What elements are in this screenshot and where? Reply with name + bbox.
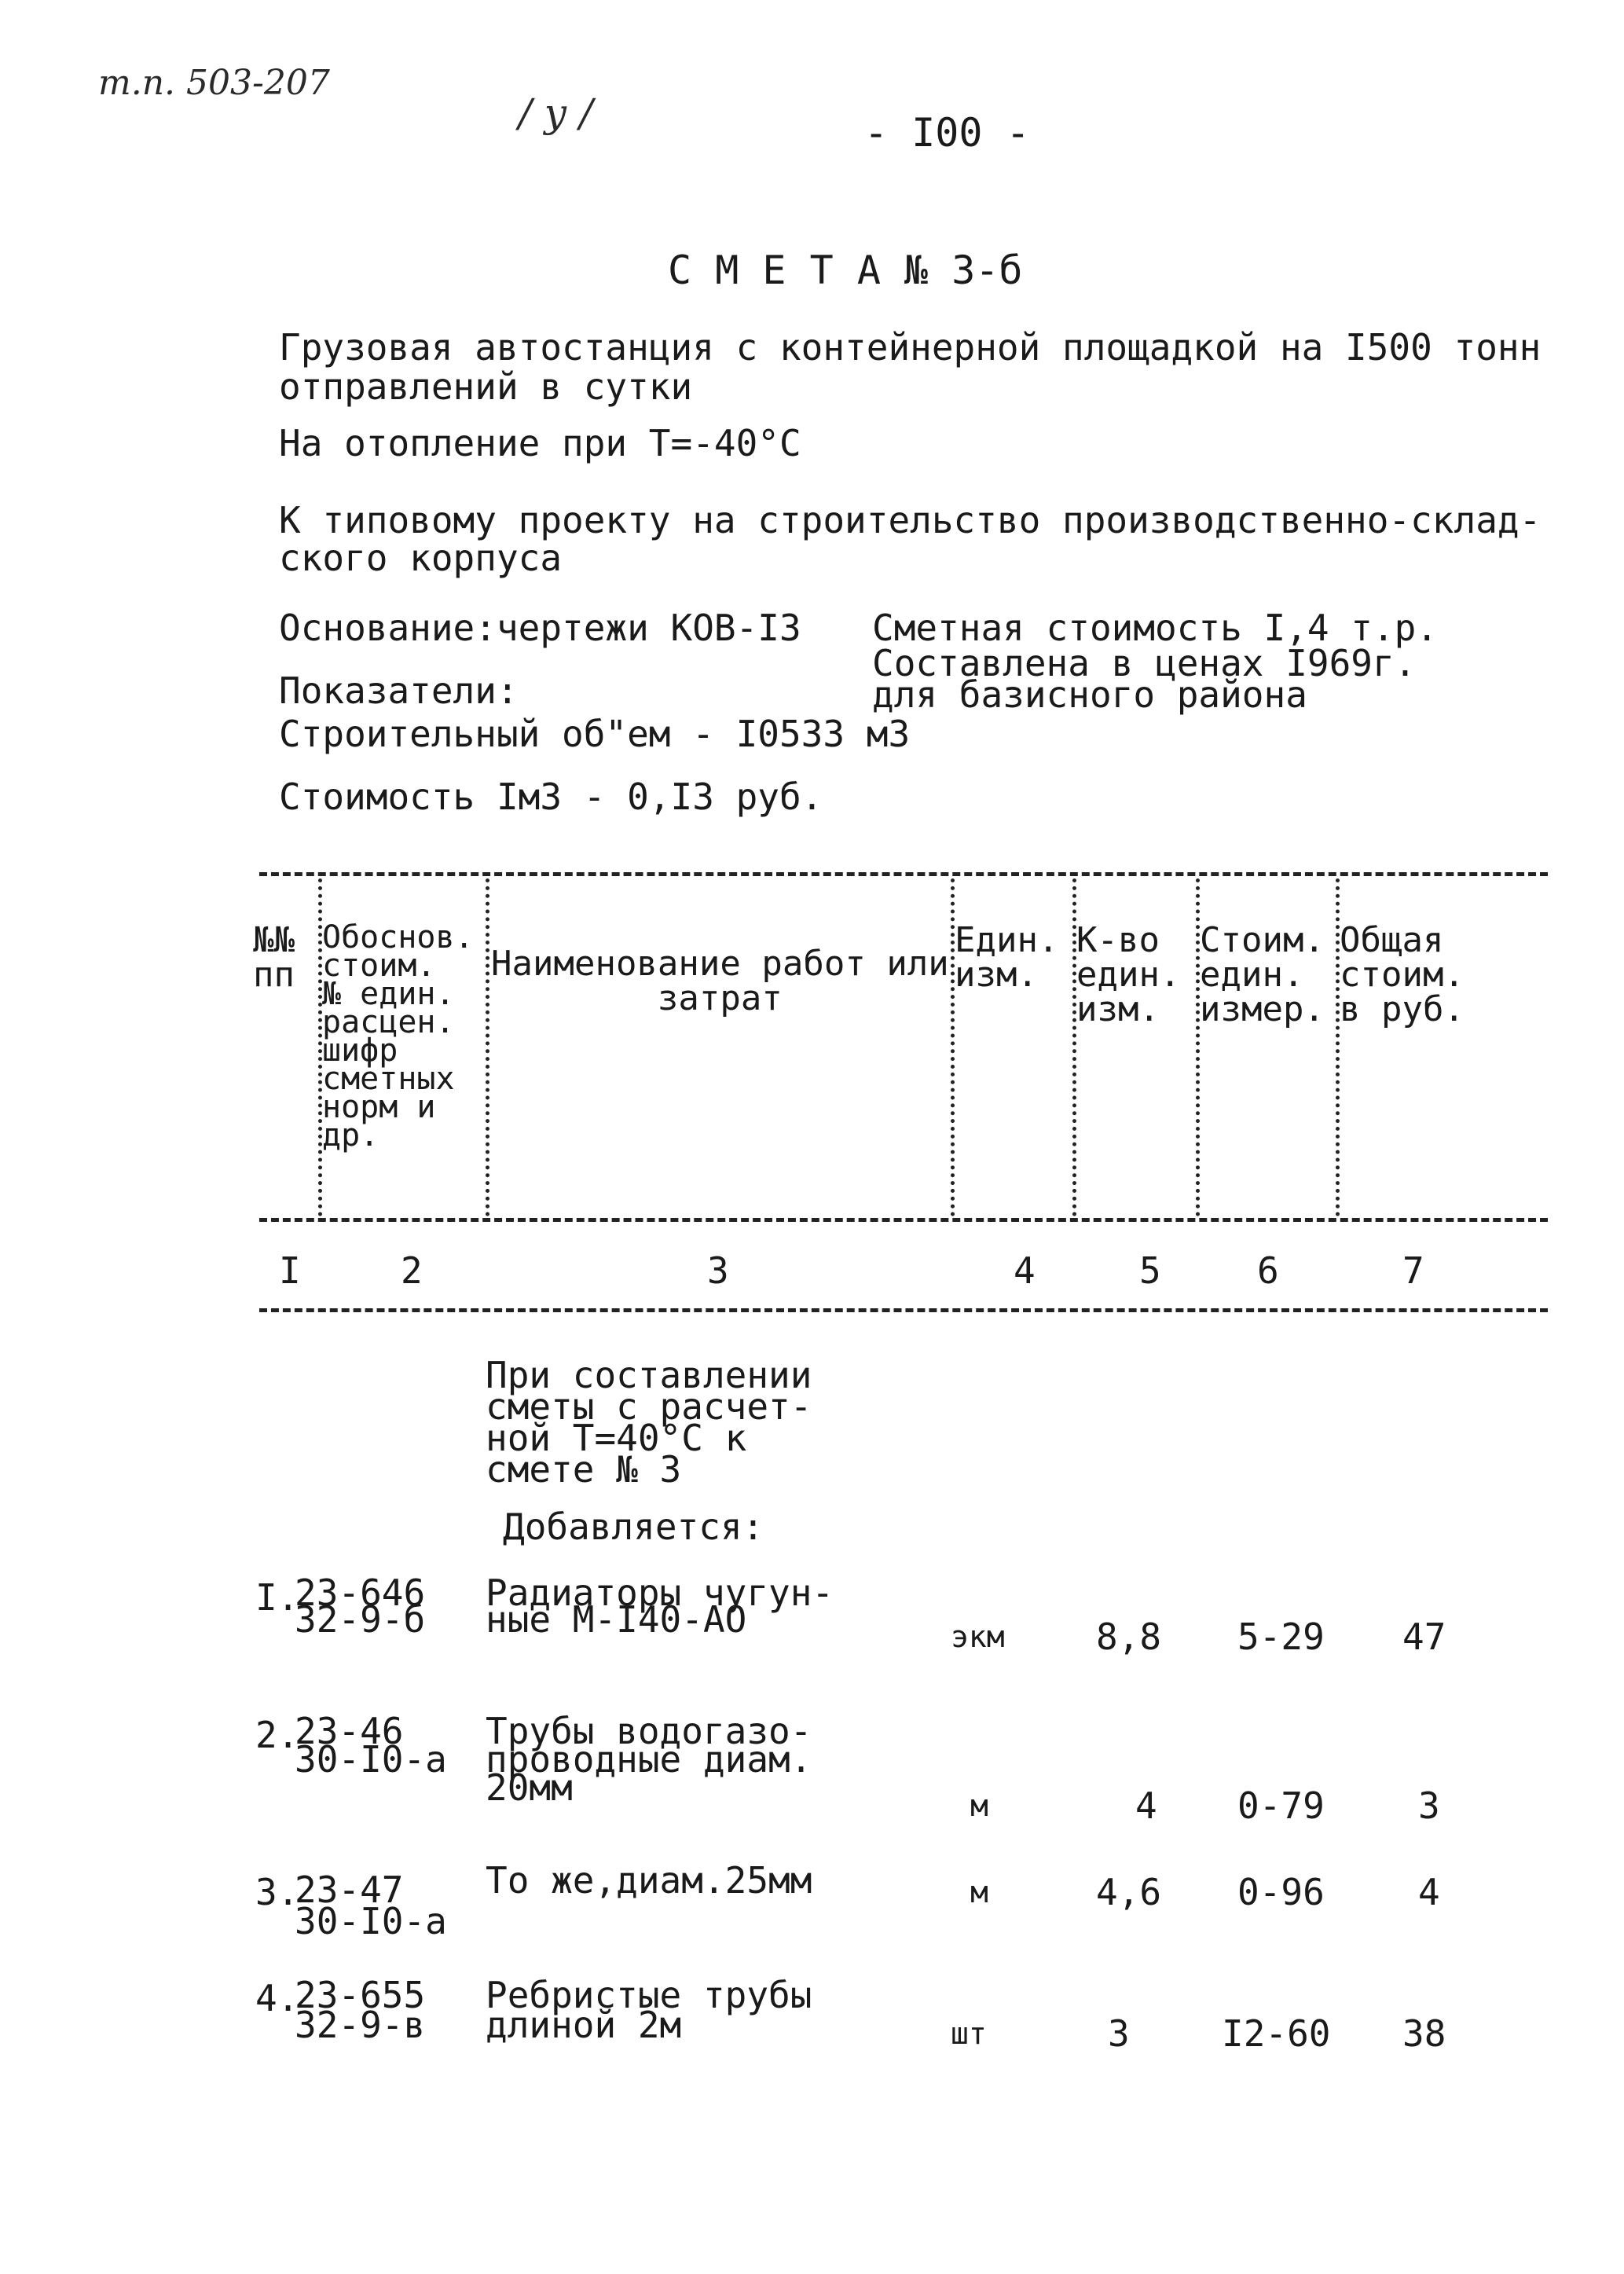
region-note: для базисного района: [872, 673, 1307, 716]
row-price: 0-79: [1237, 1784, 1325, 1827]
handwritten-mark: / у /: [519, 90, 593, 136]
column-number: I: [279, 1249, 301, 1292]
row-code: 23-655 32-9-в: [295, 1974, 426, 2046]
column-number: 3: [707, 1249, 729, 1292]
row-unit: м: [970, 1788, 988, 1823]
unit-cost: Стоимость Iм3 - 0,I3 руб.: [279, 776, 823, 818]
indicators-label: Показатели:: [279, 669, 519, 712]
header-total-cost: Общая стоим. в руб.: [1340, 920, 1465, 1029]
row-price: I2-60: [1222, 2012, 1331, 2055]
table-top-rule: [259, 872, 1548, 876]
row-total: 4: [1418, 1871, 1440, 1913]
header-unit: Един. изм.: [955, 920, 1059, 995]
column-number: 5: [1139, 1249, 1161, 1292]
row-code: 23-46 30-I0-а: [295, 1710, 447, 1781]
estimated-cost: Сметная стоимость I,4 т.р.: [872, 607, 1439, 649]
row-code: 23-47 30-I0-а: [295, 1869, 447, 1942]
row-total: 38: [1402, 2012, 1446, 2055]
row-code: 23-646 32-9-б: [295, 1572, 426, 1641]
row-unit: шт: [951, 2016, 987, 2051]
document-title: С М Е Т А № 3-б: [668, 248, 1023, 293]
row-number: 4.: [255, 1977, 299, 2019]
added-label: Добавляется:: [503, 1506, 764, 1548]
row-unit: м: [970, 1875, 988, 1909]
project-line-1: К типовому проекту на строительство производственно-склад-: [279, 499, 1542, 541]
column-number: 7: [1402, 1249, 1424, 1292]
subtitle-line-1: Грузовая автостанция с контейнерной площадкой на I500 тонн: [279, 326, 1542, 369]
row-unit: экм: [951, 1619, 1005, 1654]
column-separator: [486, 878, 489, 1216]
row-name: Трубы водогазо- проводные диам. 20мм: [486, 1710, 812, 1809]
heating-line: На отопление при Т=-40°С: [279, 422, 801, 464]
building-volume: Строительный об"ем - I0533 м3: [279, 713, 911, 755]
row-number: 3.: [255, 1871, 299, 1913]
row-total: 47: [1402, 1616, 1446, 1658]
header-quantity: К-во един. изм.: [1076, 920, 1181, 1029]
header-justification: Обоснов. стоим. № един. расцен. шифр сметных норм и др.: [322, 919, 474, 1154]
row-quantity: 8,8: [1096, 1616, 1162, 1658]
project-line-2: ского корпуса: [279, 537, 563, 579]
calculation-note: При составлении сметы с расчет- ной Т=40°С к смете № 3: [486, 1354, 812, 1491]
header-work-name: Наименование работ или затрат: [491, 944, 949, 1018]
header-bottom-rule: [259, 1218, 1548, 1222]
document-code-stamp: т.п. 503-207: [98, 63, 330, 103]
row-quantity: 3: [1108, 2012, 1130, 2055]
column-number: 2: [401, 1249, 423, 1292]
row-number: I.: [255, 1576, 299, 1619]
row-total: 3: [1418, 1784, 1440, 1827]
header-unit-cost: Стоим. един. измер.: [1200, 920, 1325, 1029]
column-number: 6: [1257, 1249, 1279, 1292]
row-name: То же,диам.25мм: [486, 1859, 812, 1902]
row-price: 5-29: [1237, 1616, 1325, 1658]
basis-line: Основание:чертежи КОВ-I3: [279, 607, 801, 649]
page-number: - I00 -: [864, 110, 1030, 156]
row-name: Радиаторы чугун- ные М-I40-АО: [486, 1572, 834, 1641]
numbers-bottom-rule: [259, 1308, 1548, 1312]
row-quantity: 4,6: [1096, 1871, 1162, 1913]
subtitle-line-2: отправлений в сутки: [279, 365, 693, 408]
row-price: 0-96: [1237, 1871, 1325, 1913]
row-name: Ребристые трубы длиной 2м: [486, 1974, 812, 2046]
row-quantity: 4: [1135, 1784, 1157, 1827]
row-number: 2.: [255, 1714, 299, 1756]
column-number: 4: [1014, 1249, 1036, 1292]
price-level: Составлена в ценах I969г.: [872, 642, 1417, 684]
header-row-number: №№ пп: [253, 920, 295, 995]
